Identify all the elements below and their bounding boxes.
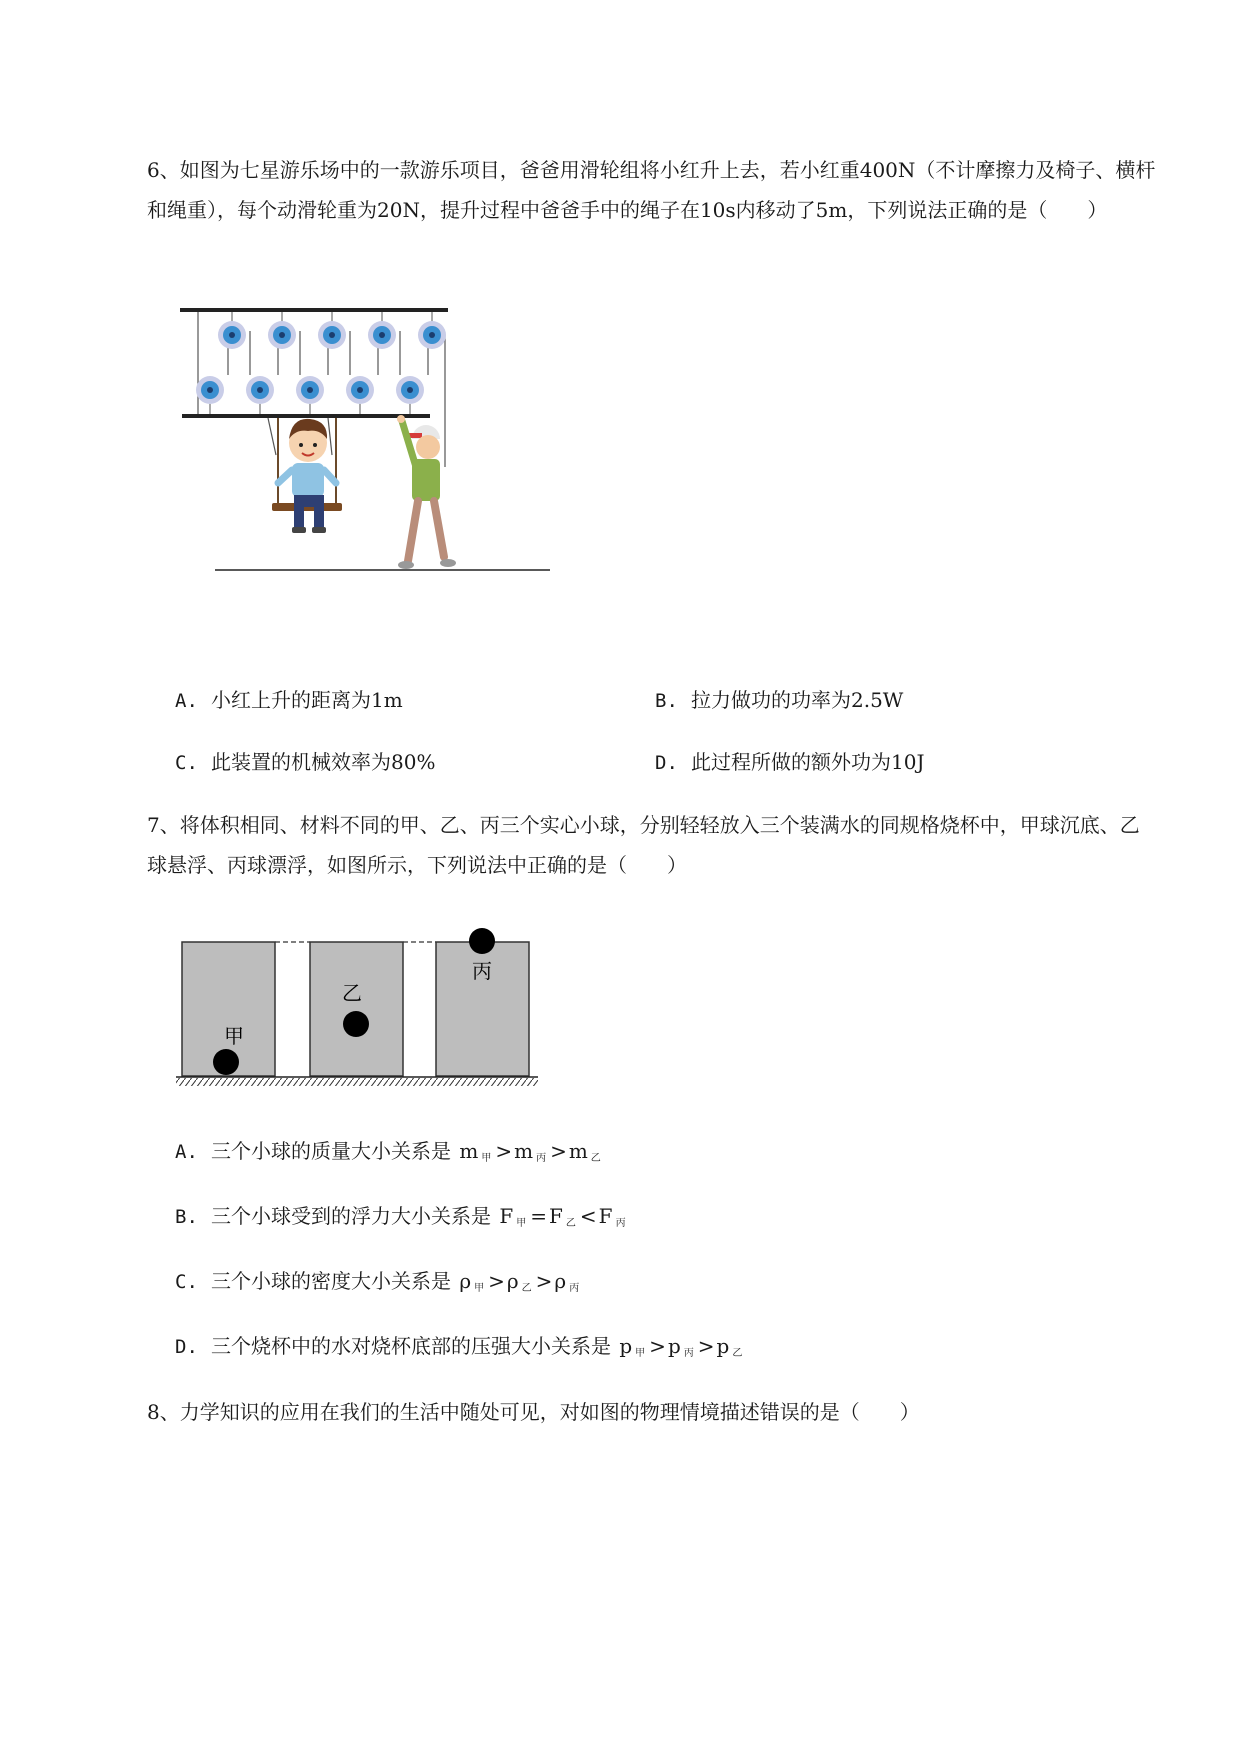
q6-option-a[interactable]: A. 小红上升的距离为1m <box>175 688 403 712</box>
fixed-pulleys <box>218 312 446 349</box>
ball-yi <box>343 1011 369 1037</box>
pulley-system-figure <box>170 295 560 640</box>
child-on-swing <box>272 418 342 533</box>
beaker-yi <box>310 942 403 1076</box>
movable-pulleys <box>196 376 424 414</box>
beakers-figure <box>172 920 542 1095</box>
label-bing: 丙 <box>472 959 492 983</box>
question-8-text: 8、力学知识的应用在我们的生活中随处可见，对如图的物理情境描述错误的是（ ） <box>147 1400 920 1424</box>
q6-option-c[interactable]: C. 此装置的机械效率为80% <box>175 750 436 774</box>
question-6-text: 6、如图为七星游乐场中的一款游乐项目，爸爸用滑轮组将小红升上去，若小红重400N（不计摩擦力及椅子、横杆和绳重），每个动滑轮重为20N，提升过程中爸爸手中的绳子在10s内移动了5m，下列说法正确的是（ ） <box>147 158 1156 222</box>
q7-option-d[interactable]: D. 三个烧杯中的水对烧杯底部的压强大小关系是 p $_甲$ > p $_丙$ > p $_乙$ <box>175 1334 743 1359</box>
ball-jia <box>213 1049 239 1075</box>
father-pulling <box>397 415 456 569</box>
q6-option-b[interactable]: B. 拉力做功的功率为2.5W <box>655 688 904 712</box>
ball-bing <box>469 928 495 954</box>
q6-option-d[interactable]: D. 此过程所做的额外功为10J <box>655 750 925 774</box>
q7-option-a[interactable]: A. 三个小球的质量大小关系是 m $_甲$ > m $_丙$ > m $_乙$ <box>175 1139 601 1164</box>
label-jia: 甲 <box>224 1024 244 1048</box>
question-7-text: 7、将体积相同、材料不同的甲、乙、丙三个实心小球，分别轻轻放入三个装满水的同规格烧杯中，甲球沉底、乙球悬浮、丙球漂浮，如图所示，下列说法中正确的是（ ） <box>147 813 1140 877</box>
q7-option-b[interactable]: B. 三个小球受到的浮力大小关系是 F $_甲$ = F $_乙$ < F $_丙$ <box>175 1204 626 1229</box>
label-yi: 乙 <box>342 981 362 1005</box>
q7-option-c[interactable]: C. 三个小球的密度大小关系是 ρ $_甲$ > ρ $_乙$ > ρ $_丙$ <box>175 1269 580 1294</box>
